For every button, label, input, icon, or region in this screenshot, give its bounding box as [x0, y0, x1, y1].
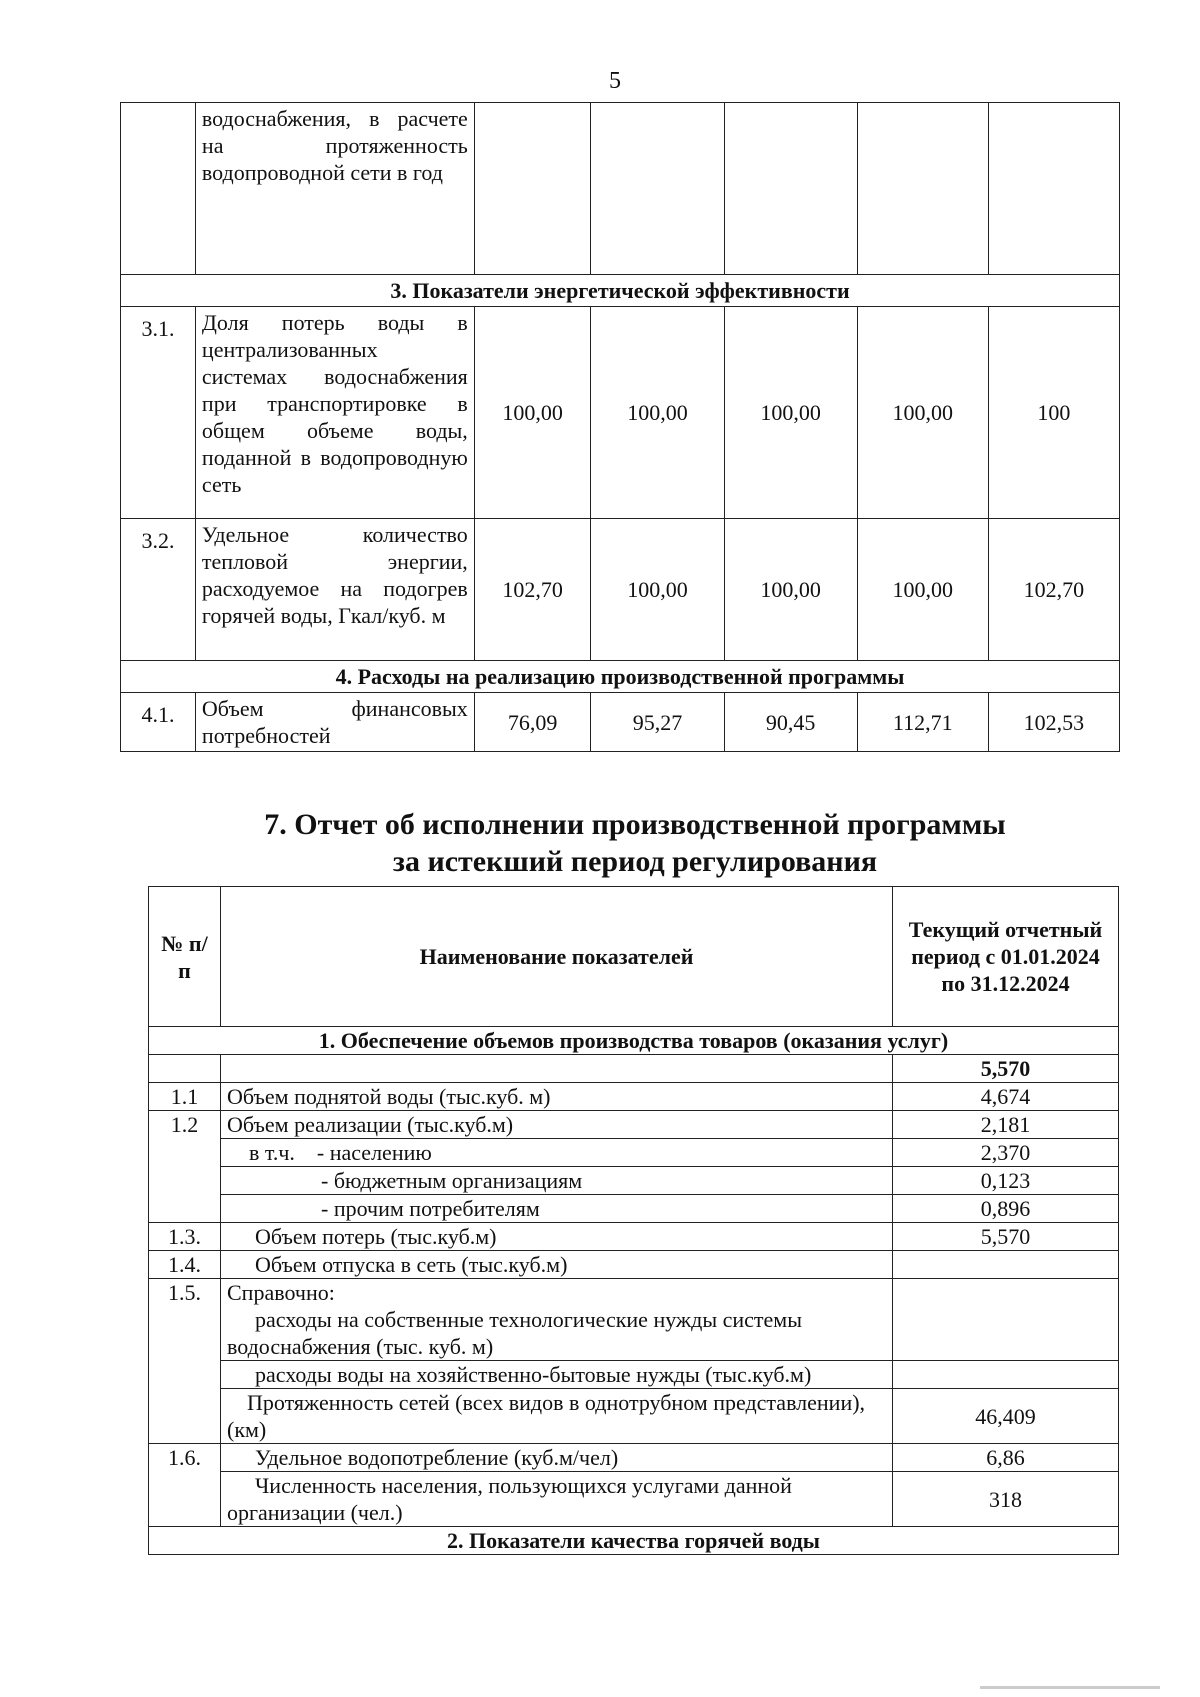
indicator-name: в т.ч. - населению [221, 1139, 893, 1167]
value-cell: 100,00 [857, 519, 988, 661]
indicator-name: Удельное водопотребление (куб.м/чел) [221, 1444, 893, 1472]
indicator-name: Объем реализации (тыс.куб.м) [221, 1111, 893, 1139]
header-num: № п/п [149, 887, 221, 1027]
scan-artifact [980, 1686, 1160, 1689]
header-period: Текущий отчетный период с 01.01.2024 по 31.12.2024 [893, 887, 1119, 1027]
row-number: 1.5. [149, 1279, 221, 1444]
header-name: Наименование показателей [221, 887, 893, 1027]
section-row [121, 661, 1120, 693]
value-cell: 100,00 [724, 307, 857, 519]
report-table [148, 886, 1119, 1555]
value-cell: 95,27 [591, 693, 724, 752]
report-title-line2: за истекший период регулирования [392, 845, 878, 878]
indicator-name: водоснабжения, в расчете на протяженность водопроводной сети в год [195, 103, 474, 275]
value-cell: 100 [988, 307, 1119, 519]
section-row [149, 1027, 1119, 1055]
value-cell: 5,570 [893, 1223, 1119, 1251]
indicator-name: Удельное количество тепловой энергии, расходуемое на подогрев горячей воды, Гкал/куб. м [195, 519, 474, 661]
table-row [149, 1472, 1119, 1527]
section-row [121, 275, 1120, 307]
section-title: 1. Обеспечение объемов производства товаров (оказания услуг) [149, 1027, 1119, 1055]
reference-label: Справочно: [227, 1280, 335, 1305]
table-row [149, 1223, 1119, 1251]
table-row [149, 1139, 1119, 1167]
table-row [149, 1195, 1119, 1223]
row-number: 1.2 [149, 1111, 221, 1223]
value-cell: 0,896 [893, 1195, 1119, 1223]
indicator-name: Доля потерь воды в централизованных системах водоснабжения при транспортировке в общем объеме воды, поданной в водопроводную сеть [195, 307, 474, 519]
report-title-line1: 7. Отчет об исполнении производственной программы [264, 808, 1006, 841]
value-cell: 100,00 [724, 519, 857, 661]
reference-text: расходы на собственные технологические нужды системы водоснабжения (тыс. куб. м) [227, 1307, 802, 1359]
table-row [149, 1167, 1119, 1195]
table-row [149, 1389, 1119, 1444]
value-cell: 100,00 [474, 307, 591, 519]
row-number: 3.1. [121, 307, 196, 519]
row-number: 1.3. [149, 1223, 221, 1251]
table-row [149, 1279, 1119, 1361]
value-cell: 112,71 [857, 693, 988, 752]
indicator-name: - бюджетным организациям [221, 1167, 893, 1195]
value-cell: 102,70 [988, 519, 1119, 661]
row-number: 1.1 [149, 1083, 221, 1111]
indicator-name: Объем поднятой воды (тыс.куб. м) [221, 1083, 893, 1111]
table-row [149, 1111, 1119, 1139]
table-row [149, 1444, 1119, 1472]
value-cell: 0,123 [893, 1167, 1119, 1195]
table-row [149, 1251, 1119, 1279]
value-cell: 76,09 [474, 693, 591, 752]
value-cell: 2,370 [893, 1139, 1119, 1167]
indicator-name: - прочим потребителям [221, 1195, 893, 1223]
value-cell: 4,674 [893, 1083, 1119, 1111]
section-title: 3. Показатели энергетической эффективности [121, 275, 1120, 307]
row-number: 4.1. [121, 693, 196, 752]
row-number: 3.2. [121, 519, 196, 661]
indicators-table [120, 102, 1120, 752]
value-cell: 100,00 [857, 307, 988, 519]
table-row [121, 693, 1120, 752]
header-row [149, 887, 1119, 1027]
value-cell: 102,70 [474, 519, 591, 661]
table-row [149, 1083, 1119, 1111]
row-number: 1.6. [149, 1444, 221, 1527]
section-total: 5,570 [893, 1055, 1119, 1083]
table-row [121, 307, 1120, 519]
indicator-name: Объем отпуска в сеть (тыс.куб.м) [221, 1251, 893, 1279]
table-row [149, 1361, 1119, 1389]
table-row [121, 519, 1120, 661]
value-cell: 2,181 [893, 1111, 1119, 1139]
value-cell: 90,45 [724, 693, 857, 752]
indicator-name: Объем потерь (тыс.куб.м) [221, 1223, 893, 1251]
value-cell: 100,00 [591, 519, 724, 661]
value-cell: 318 [893, 1472, 1119, 1527]
indicator-name: расходы воды на хозяйственно-бытовые нужды (тыс.куб.м) [221, 1361, 893, 1389]
value-cell: 102,53 [988, 693, 1119, 752]
indicator-name: Объем финансовых потребностей [195, 693, 474, 752]
indicator-name [221, 1279, 893, 1361]
section-title: 4. Расходы на реализацию производственной программы [121, 661, 1120, 693]
page-number: 5 [609, 68, 621, 94]
section-title: 2. Показатели качества горячей воды [149, 1527, 1119, 1555]
section-row [149, 1527, 1119, 1555]
indicator-name: Численность населения, пользующихся услугами данной организации (чел.) [221, 1472, 893, 1527]
table-row [121, 103, 1120, 275]
row-number: 1.4. [149, 1251, 221, 1279]
value-cell: 46,409 [893, 1389, 1119, 1444]
value-cell: 6,86 [893, 1444, 1119, 1472]
indicator-name: Протяженность сетей (всех видов в однотрубном представлении), (км) [221, 1389, 893, 1444]
table-row [149, 1055, 1119, 1083]
value-cell: 100,00 [591, 307, 724, 519]
